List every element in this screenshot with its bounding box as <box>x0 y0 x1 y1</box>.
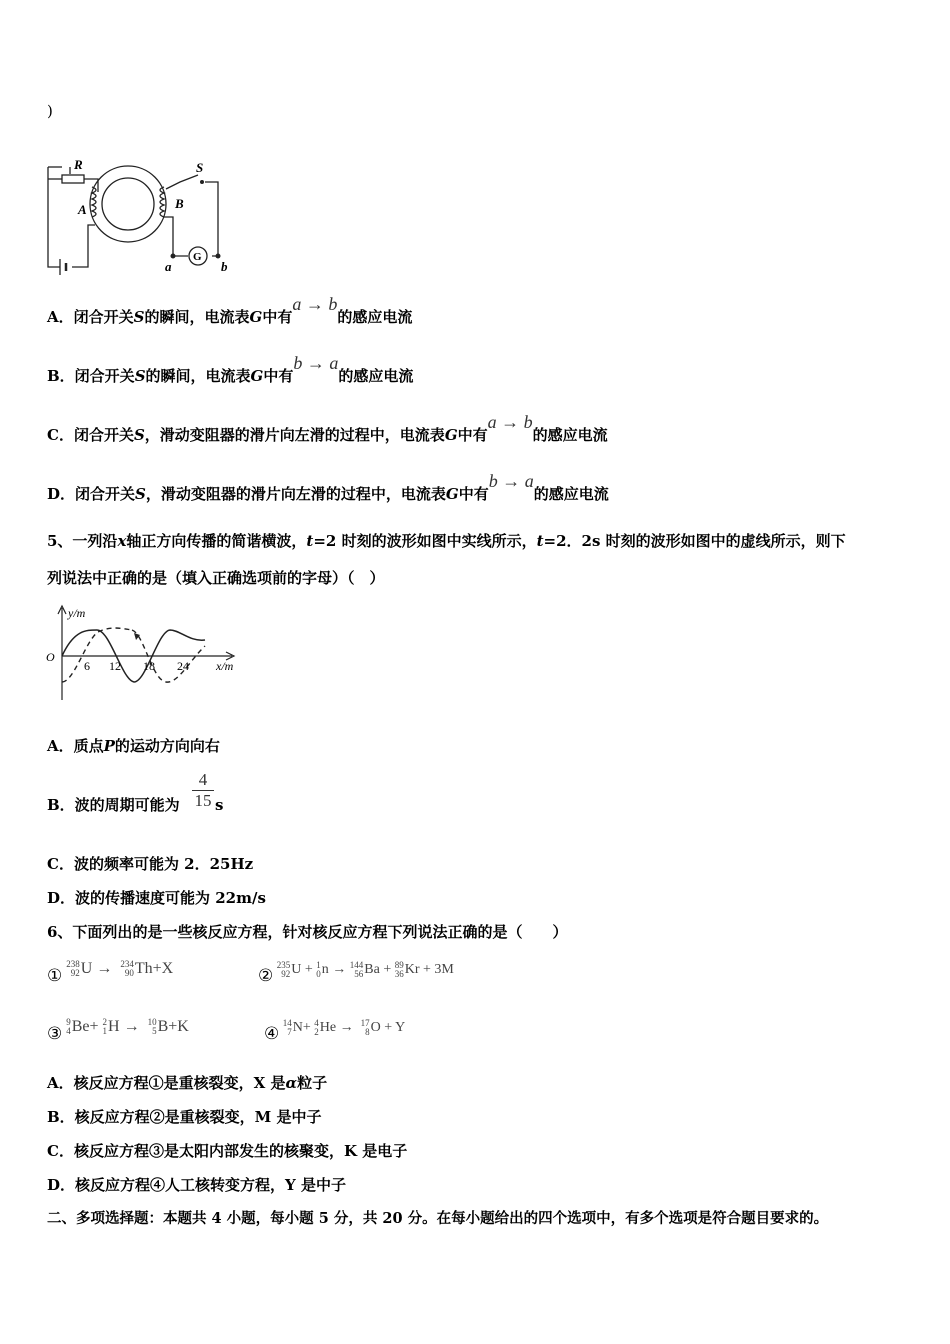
graph-tick: 12 <box>109 659 121 673</box>
q5-stem-line1: 5、一列沿x轴正方向传播的简谐横波，t=2 时刻的波形如图中实线所示，t=2．2s 时刻的波形如图中的虚线所示，则下 <box>47 532 846 550</box>
label-a: a <box>165 259 172 274</box>
equation-4: ④ 14 7N+ 4 2He → 17 8O + Y <box>264 1017 406 1043</box>
fraction-numerator: 4 <box>198 770 208 789</box>
q5-stem-line2: 列说法中正确的是（填入正确选项前的字母）（ ） <box>47 569 385 587</box>
q5-option-d: D．波的传播速度可能为 22m/s <box>47 889 266 907</box>
q6-option-b: B．核反应方程②是重核裂变，M 是中子 <box>47 1108 322 1126</box>
q5-option-b: B．波的周期可能为 <box>47 796 180 814</box>
graph-ylabel: y/m <box>68 606 86 620</box>
q5-option-c: C．波的频率可能为 2．25Hz <box>47 855 254 873</box>
graph-tick: 24 <box>177 659 189 673</box>
equation-1: ① 238 92U → 234 90Th+X <box>47 959 174 985</box>
label-G: G <box>193 251 202 263</box>
q6-option-c: C．核反应方程③是太阳内部发生的核聚变，K 是电子 <box>47 1142 408 1160</box>
q4-option-a: A．闭合开关S的瞬间，电流表G中有a → b的感应电流 <box>47 294 413 326</box>
graph-xlabel: x/m <box>216 659 234 673</box>
q4-option-d: D．闭合开关S，滑动变阻器的滑片向左滑的过程中，电流表G中有b → a的感应电流 <box>47 471 609 503</box>
q5-option-a: A．质点P的运动方向向右 <box>47 737 220 755</box>
fraction <box>192 770 214 811</box>
section-2-heading: 二、多项选择题：本题共 4 小题，每小题 5 分，共 20 分。在每小题给出的四个选项中，有多个选项是符合题目要求的。 <box>47 1210 829 1227</box>
stray-paren: ) <box>47 102 53 120</box>
graph-tick: 6 <box>84 659 90 673</box>
q4-option-b: B．闭合开关S的瞬间，电流表G中有b → a的感应电流 <box>47 353 414 385</box>
equation-2: ② 235 92U + 1 0n → 144 56Ba + 89 36Kr + 3M <box>258 959 454 985</box>
circuit-diagram <box>40 152 240 277</box>
label-B: B <box>175 196 184 211</box>
q6-option-d: D．核反应方程④人工核转变方程，Y 是中子 <box>47 1176 346 1194</box>
label-S: S <box>196 160 204 175</box>
q6-stem: 6、下面列出的是一些核反应方程，针对核反应方程下列说法正确的是（ ） <box>47 923 568 941</box>
period-unit: s <box>215 796 224 814</box>
label-A: A <box>78 202 87 217</box>
graph-tick: 18 <box>143 659 155 673</box>
label-b: b <box>221 259 228 274</box>
fraction-denominator: 15 <box>192 790 214 811</box>
graph-origin: O <box>46 650 55 664</box>
q4-option-c: C．闭合开关S，滑动变阻器的滑片向左滑的过程中，电流表G中有a → b的感应电流 <box>47 412 608 444</box>
label-R: R <box>74 157 83 172</box>
equation-3: ③ 9 4Be+ 2 1H → 10 5B+K <box>47 1017 189 1043</box>
wave-graph <box>40 600 250 702</box>
q6-option-a: A．核反应方程①是重核裂变，X 是α粒子 <box>47 1074 328 1092</box>
